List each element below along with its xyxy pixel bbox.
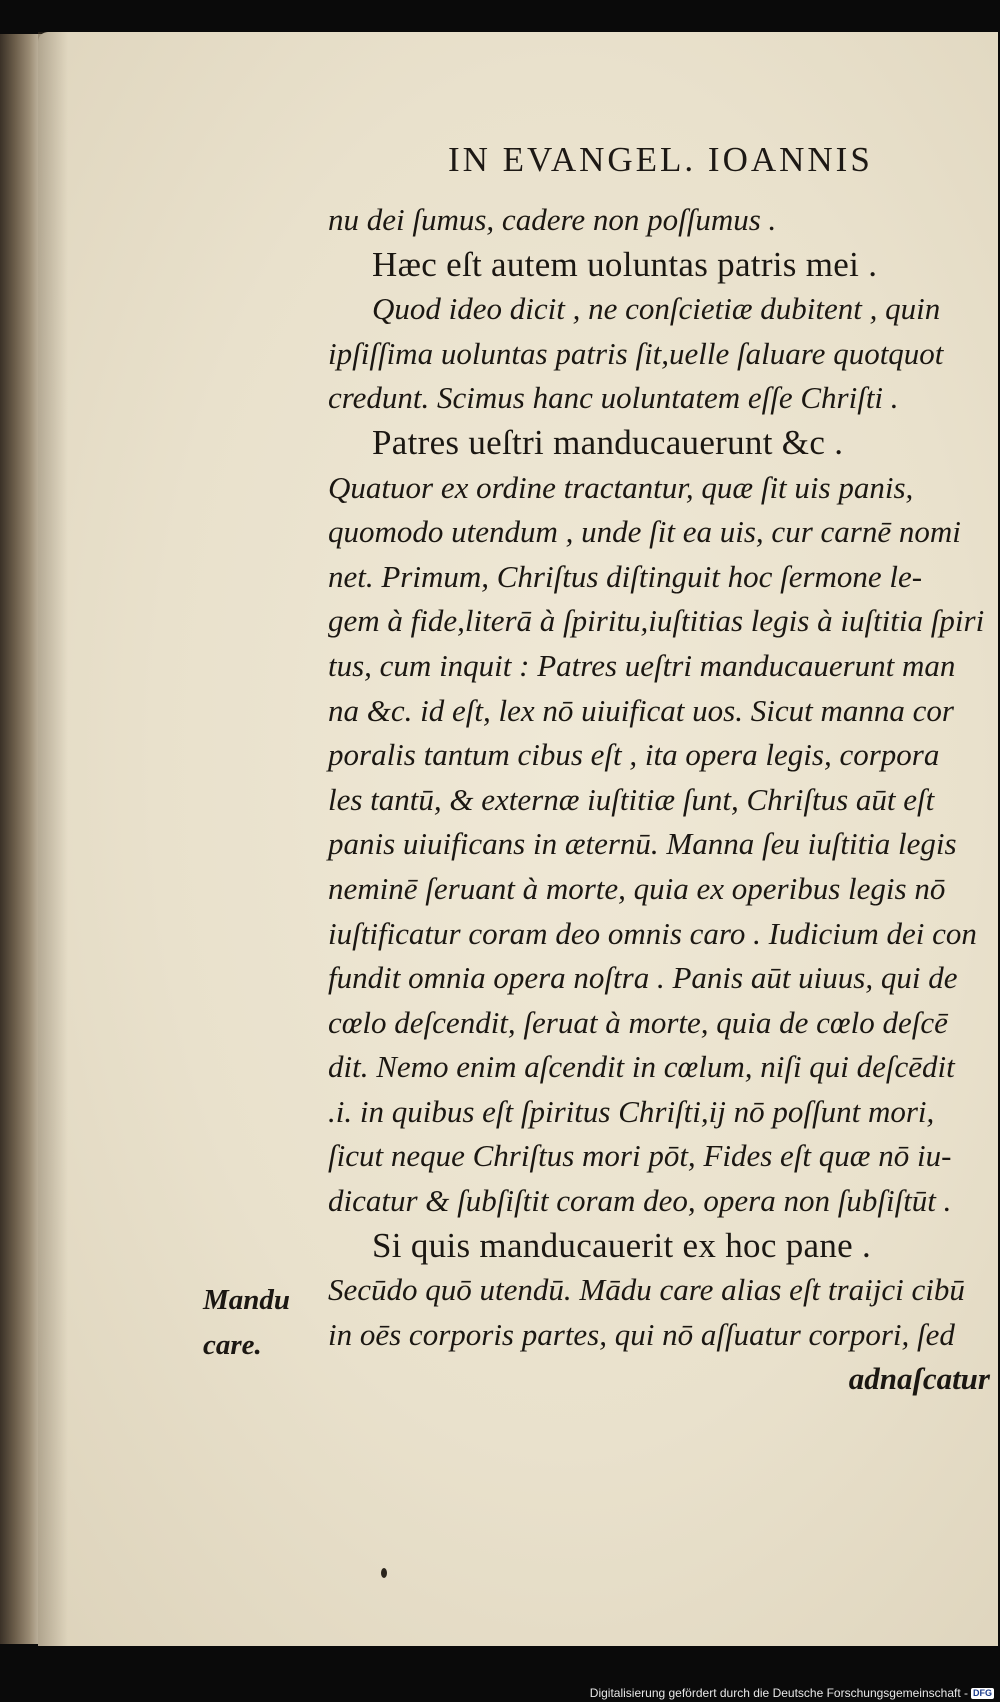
text-line: na &c. id eſt, lex nō uiuificat uos. Sicut manna cor [328, 692, 954, 728]
text-line: credunt. Scimus hanc uoluntatem eſſe Chriſti . [328, 380, 899, 416]
text-line: tus, cum inquit : Patres ueſtri manducauerunt man [328, 647, 956, 683]
text-line: dicatur & ſubſiſtit coram deo, opera non ſubſiſtūt . [328, 1183, 952, 1219]
text-line: fundit omnia opera noſtra . Panis aūt uiuus, qui de [328, 960, 958, 996]
text-line: ſicut neque Chriſtus mori pōt, Fides eſt quæ nō iu- [328, 1138, 952, 1174]
text-line: net. Primum, Chriſtus diſtinguit hoc ſermone le- [328, 558, 923, 594]
text-line: neminē ſeruant à morte, quia ex operibus legis nō [328, 870, 946, 906]
lemma-line: Hæc eſt autem uoluntas patris mei . [372, 244, 878, 284]
text-line: cœlo deſcendit, ſeruat à morte, quia de cœlo deſcē [328, 1004, 948, 1040]
ink-speck [381, 1568, 387, 1578]
text-line: quomodo utendum , unde ſit ea uis, cur carnē nomi [328, 514, 961, 550]
footer-credit: Digitalisierung gefördert durch die Deutsche Forschungsgemeinschaft - [589, 1686, 968, 1700]
main-text-block [328, 198, 998, 1402]
margin-note [203, 1278, 313, 1368]
text-line: ipſiſſima uoluntas patris ſit,uelle ſaluare quotquot [328, 335, 944, 371]
running-header: IN EVANGEL. IOANNIS [448, 140, 873, 179]
dfg-logo: DFG [973, 1687, 992, 1698]
lemma-line: Patres ueſtri manducauerunt &c . [372, 422, 844, 462]
text-line: Quatuor ex ordine tractantur, quæ ſit uis panis, [328, 469, 914, 505]
text-line: Quod ideo dicit , ne conſcietiæ dubitent , quin [372, 291, 941, 327]
text-line: gem à fide,literā à ſpiritu,iuſtitias legis à iuſtitia ſpiri [328, 603, 985, 639]
text-line: dit. Nemo enim aſcendit in cœlum, niſi qui deſcēdit [328, 1049, 955, 1085]
text-line: .i. in quibus eſt ſpiritus Chriſti,ij nō poſſunt mori, [328, 1093, 935, 1129]
gutter-shadow [38, 32, 68, 1646]
margin-note-line: Mandu [203, 1284, 291, 1316]
text-line: poralis tantum cibus eſt , ita opera legis, corpora [328, 737, 940, 773]
text-line: in oēs corporis partes, qui nō aſſuatur corpori, ſed [328, 1316, 955, 1352]
text-line: Secūdo quō utendū. Mādu care alias eſt traijci cibū [328, 1272, 965, 1308]
text-line: les tantū, & externæ iuſtitiæ ſunt, Chriſtus aūt eſt [328, 781, 935, 817]
text-line: iuſtificatur coram deo omnis caro . Iudicium dei con [328, 915, 977, 951]
digitization-footer [590, 1686, 994, 1700]
book-page-edge [0, 34, 42, 1644]
margin-note-line: care. [203, 1329, 262, 1361]
catchword: adnaſcatur [848, 1361, 990, 1397]
lemma-line: Si quis manducauerit ex hoc pane . [372, 1225, 872, 1265]
text-line: nu dei ſumus, cadere non poſſumus . [328, 202, 777, 237]
text-line: panis uiuificans in æternū. Manna ſeu iuſtitia legis [328, 826, 957, 862]
